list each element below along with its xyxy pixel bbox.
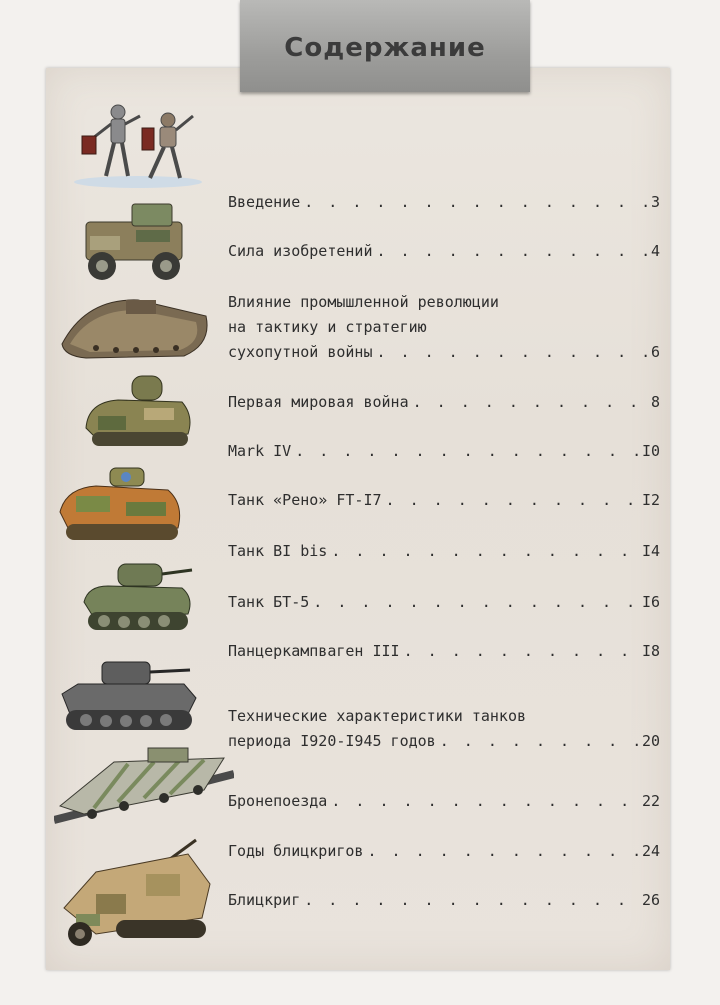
toc-leader-dots [413,390,647,415]
toc-leader-dots [331,789,638,814]
toc-page-number: 20 [641,732,660,750]
toc-page-number: 6 [650,343,660,361]
bt-5-tank-illustration-icon [78,556,198,638]
toc-entry[interactable] [228,839,660,864]
toc-line [228,888,660,913]
toc-leader-dots [404,639,638,664]
toc-entry[interactable] [228,190,660,215]
toc-leader-dots [331,539,638,564]
toc-entry-title: Первая мировая война [228,393,409,411]
armored-car-illustration-icon [66,196,212,286]
toc-entry-title: Годы блицкригов [228,842,364,860]
halftrack-illustration-icon [56,834,216,952]
toc-entry-title: Блицкриг [228,891,301,909]
toc-entry-title: Технические характеристики танков [228,707,527,725]
toc-leader-dots [304,190,647,215]
toc-page-number: 24 [641,842,660,860]
toc-entry[interactable] [228,639,660,664]
toc-leader-dots [367,839,637,864]
toc-entry[interactable] [228,239,660,264]
toc-entry[interactable] [228,789,660,814]
toc-entry-title: на тактику и стратегию [228,318,427,336]
toc-entry-title: Введение [228,193,301,211]
toc-page-number: 26 [641,891,660,909]
toc-line [228,290,660,315]
toc-line [228,239,660,264]
armored-train-illustration-icon [54,744,234,830]
toc-leader-dots [313,590,638,615]
toc-entry-title: Бронепоезда [228,792,328,810]
toc-entry[interactable] [228,539,660,564]
toc-entry-title: Танк БТ-5 [228,593,310,611]
toc-entry[interactable] [228,590,660,615]
toc-entry[interactable] [228,290,660,365]
toc-leader-dots [386,488,638,513]
toc-entry-title: сухопутной войны [228,343,373,361]
toc-entry-title: Танк BI bis [228,542,328,560]
header-tab [240,0,530,92]
toc-line [228,315,660,340]
toc-leader-dots [295,439,638,464]
toc-entry[interactable] [228,488,660,513]
toc-entry[interactable] [228,439,660,464]
toc-line [228,488,660,513]
toc-leader-dots [304,888,638,913]
toc-page-number: 22 [641,792,660,810]
toc-entry[interactable] [228,704,660,754]
toc-page-number: I4 [641,542,660,560]
toc-entry[interactable] [228,888,660,913]
toc-leader-dots [377,340,647,365]
toc-entry-title: Влияние промышленной революции [228,293,499,311]
toc-line [228,390,660,415]
toc-line [228,190,660,215]
toc-page-number: I0 [641,442,660,460]
toc-entry-title: Панцеркампваген III [228,642,400,660]
toc-line [228,704,660,729]
toc-page-number: I8 [641,642,660,660]
mark-i-tank-illustration-icon [56,292,216,368]
toc-line [228,539,660,564]
toc-page-number: I2 [641,491,660,509]
toc-leader-dots [440,729,638,754]
toc-page-number: 8 [650,393,660,411]
panzer-iii-tank-illustration-icon [58,654,200,740]
knights-illustration-icon [68,98,208,190]
toc-line [228,789,660,814]
toc-line [228,439,660,464]
toc-page-number: I6 [641,593,660,611]
toc-line [228,340,660,365]
renault-ft-tank-illustration-icon [78,372,198,454]
toc-line [228,639,660,664]
char-b1-tank-illustration-icon [56,462,188,548]
toc-entry-title: периода I920-I945 годов [228,732,436,750]
toc-line [228,839,660,864]
toc-entry-title: Танк «Рено» FT-I7 [228,491,382,509]
toc-entry-title: Mark IV [228,442,292,460]
page-title: Содержание [284,33,486,63]
toc-page-number: 3 [650,193,660,211]
toc-leader-dots [377,239,647,264]
toc-entry[interactable] [228,390,660,415]
toc-line [228,590,660,615]
toc-page-number: 4 [650,242,660,260]
toc-line [228,729,660,754]
toc-entry-title: Сила изобретений [228,242,373,260]
